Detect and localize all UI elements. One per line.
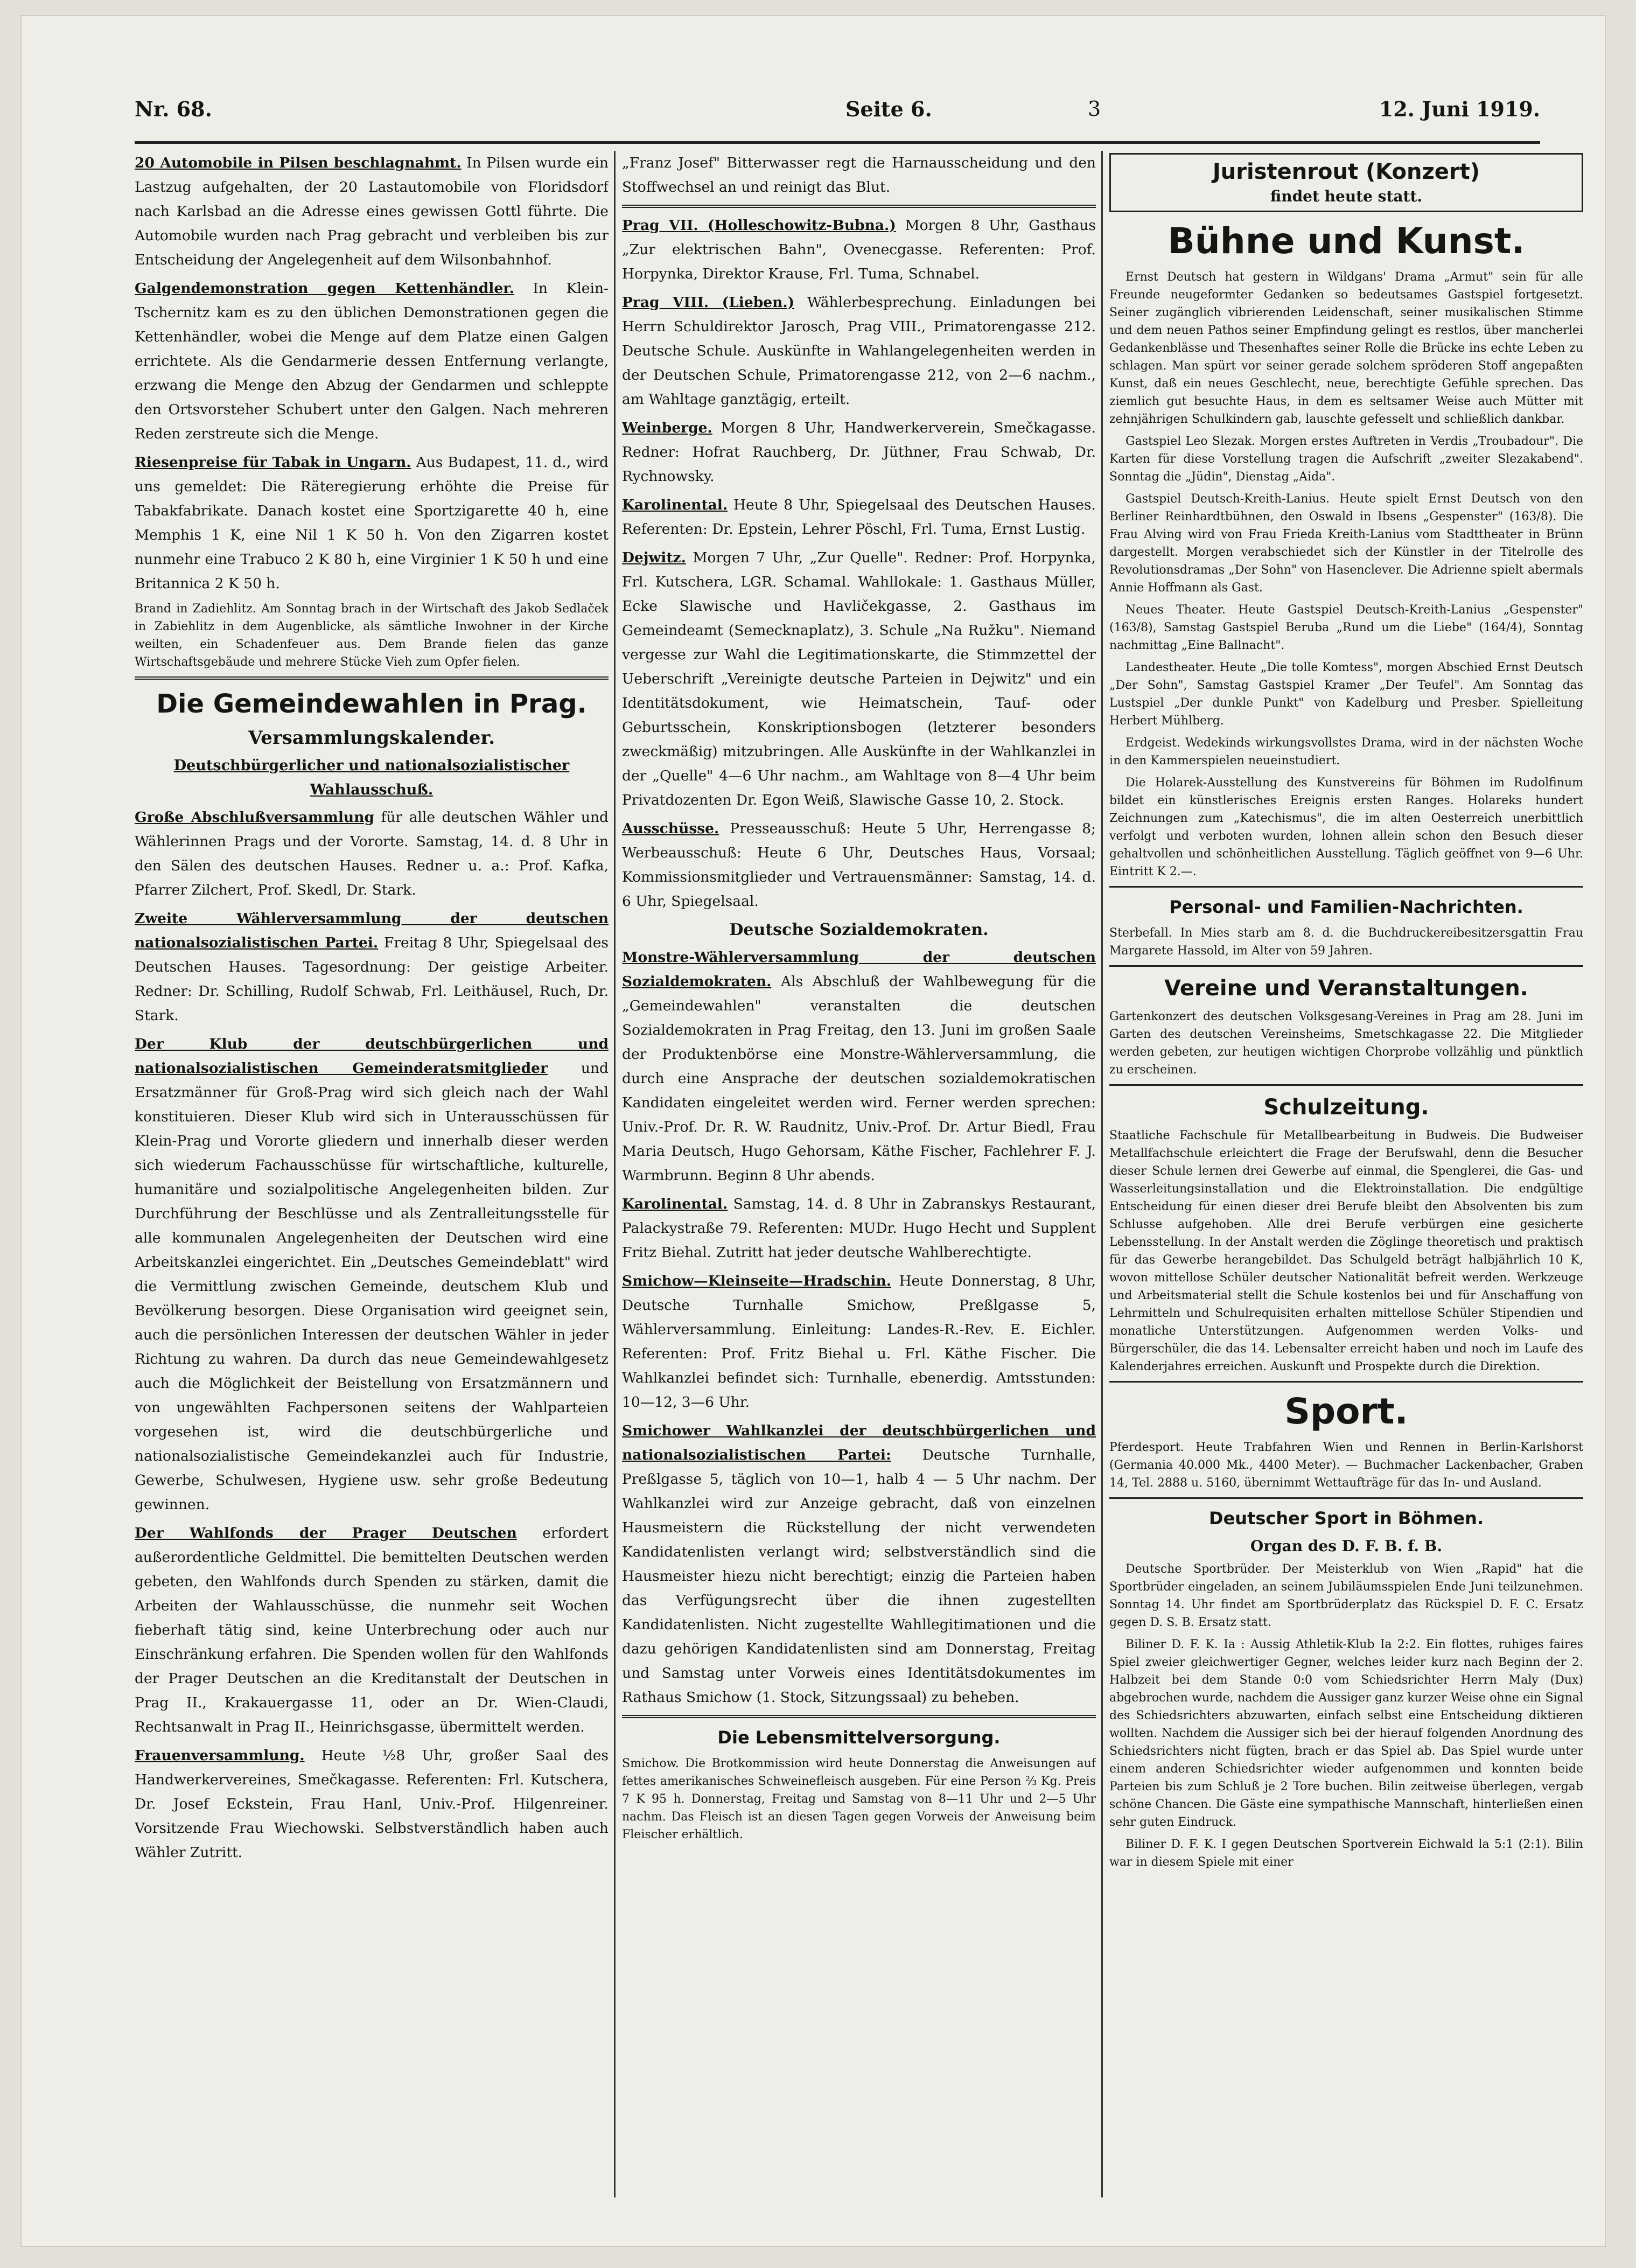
notice-text: Deutsche Turnhalle, Preßlgasse 5, täglich von 10—1, halb 4 — 5 Uhr nachm. Der Wahlkanzlei wird zur Anzeige gebracht, daß von einzelnen Hausmeistern die Rückstellung der nicht verwendeten Kandidatenlisten verlangt wird; selbstverständlich sind die Hausmeister hiezu nicht berechtigt; einzig die Parteien haben das Verfügungsrecht über die ihnen zugestellten Kandidatenlisten. Nicht zugestellte Wahllegitimationen und die dazu gehörigen Kandidatenlisten sind am Donnerstag, Freitag und Samstag unter Vorweis eines Identitätsdokumentes im Rathaus Smichow (1. Stock, Sitzungssaal) zu beheben. xyxy=(622,1447,1096,1706)
event-subtitle: findet heute statt. xyxy=(1270,187,1423,205)
section-title: Sport. xyxy=(1284,1391,1408,1432)
notice-item xyxy=(622,493,1096,541)
section-rule xyxy=(1109,886,1583,888)
notice-item xyxy=(622,416,1096,489)
article-paragraph: Erdgeist. Wedekinds wirkungsvollstes Drama, wird in der nächsten Woche in den Kammerspielen neueinstudiert. xyxy=(1109,736,1583,767)
notice-item xyxy=(622,213,1096,286)
committee-heading: Deutschbürgerlicher und nationalsozialistischer Wahlausschuß. xyxy=(173,757,570,798)
article-paragraph: Biliner D. F. K. I gegen Deutschen Sportverein Eichwald la 5:1 (2:1). Bilin war in diesem Spiele mit einer xyxy=(1109,1838,1583,1869)
notice-heading: Karolinental. xyxy=(622,1196,728,1212)
section-title: Schulzeitung. xyxy=(1263,1095,1429,1120)
notice-heading: Karolinental. xyxy=(622,497,728,513)
event-title: Juristenrout (Konzert) xyxy=(1212,159,1480,184)
section-title: Die Lebensmittelversorgung. xyxy=(717,1727,1001,1748)
notice-text: Heute ½8 Uhr, großer Saal des Handwerkervereines, Smečkagasse. Referenten: Frl. Kutschera, Dr. Josef Eckstein, Frau Hanl, Univ.-Prof. Hilgenreiner. Vorsitzende Frau Wiechowski. Selbstverständlich haben auch Wähler Zutritt. xyxy=(135,1747,609,1861)
notice-item xyxy=(135,805,609,902)
section-title: Die Gemeindewahlen in Prag. xyxy=(156,689,587,719)
notice-heading: 20 Automobile in Pilsen beschlagnahmt. xyxy=(135,155,462,171)
notice-heading: Prag VII. (Holleschowitz-Bubna.) xyxy=(622,217,896,234)
notice-text: Morgen 8 Uhr, Gasthaus „Zur elektrischen Bahn", Ovenecgasse. Referenten: Prof. Horpynka, Direktor Krause, Frl. Tuma, Schnabel. xyxy=(622,217,1096,282)
notice-text: Samstag, 14. d. 8 Uhr in Zabranskys Restaurant, Palackystraße 79. Referenten: MUDr. Hugo Hecht und Supplent Fritz Biehal. Zutritt hat jeder deutsche Wahlberechtigte. xyxy=(622,1196,1096,1261)
page-mark: 3 xyxy=(1088,97,1101,121)
notice-item xyxy=(135,276,609,446)
article-paragraph: Landestheater. Heute „Die tolle Komtess", morgen Abschied Ernst Deutsch „Der Sohn", Samstag Gastspiel Kramer „Der Teufel". Am Sonntag das Lustspiel „Der dunkle Punkt" von Kadelburg und Presber. Spielleitung Herbert Mühlberg. xyxy=(1109,661,1583,728)
article-paragraph: Gastspiel Deutsch-Kreith-Lanius. Heute spielt Ernst Deutsch von den Berliner Reinhardtbühnen, den Oswald in Ibsens „Gespenster" (163/8). Die Frau Alving wird von Frau Frieda Kreith-Lanius vom Stadttheater in Brünn dargestellt. Morgen verabschiedet sich der Künstler in der Titelrolle des Revolutionsdramas „Der Sohn" von Hasenclever. Die Adrienne spielt abermals Annie Hoffmann als Gast. xyxy=(1109,492,1583,595)
notice-heading: Dejwitz. xyxy=(622,549,686,566)
notice-item xyxy=(622,1192,1096,1265)
notice-item xyxy=(622,817,1096,913)
notice-heading: Frauenversammlung. xyxy=(135,1747,305,1764)
party-heading: Deutsche Sozialdemokraten. xyxy=(729,920,989,939)
notice-item xyxy=(622,945,1096,1188)
notice-text: In Klein-Tschernitz kam es zu den üblichen Demonstrationen gegen die Kettenhändler, wobei die Menge auf dem Platze einen Galgen errichtete. Als die Gendarmerie dessen Entfernung verlangte, erzwang die Menge den Abzug der Gendarmen und schleppte den Ortsvorsteher Schubert unter den Galgen. Nach mehreren Reden zerstreute sich die Menge. xyxy=(135,280,609,442)
notice-heading: Prag VIII. (Lieben.) xyxy=(622,294,795,311)
notice-text: Als Abschluß der Wahlbewegung für die „Gemeindewahlen" veranstalten die deutschen Sozialdemokraten in Prag Freitag, den 13. Juni im großen Saale der Produktenbörse eine Monstre-Wählerversammlung, die durch eine Ansprache der deutschen sozialdemokratischen Kandidaten eingeleitet werden wird. Ferner werden sprechen: Univ.-Prof. Dr. R. W. Raudnitz, Univ.-Prof. Dr. Artur Biedl, Frau Maria Deutsch, Hugo Gehorsam, Käthe Fischer, Fachlehrer F. J. Warmbrunn. Beginn 8 Uhr abends. xyxy=(622,973,1096,1184)
notice-item xyxy=(135,906,609,1028)
notice-text: für alle deutschen Wähler und Wählerinnen Prags und der Vororte. Samstag, 14. d. 8 Uhr in den Sälen des deutschen Hauses. Redner u. a.: Prof. Kafka, Pfarrer Zilchert, Prof. Skedl, Dr. Stark. xyxy=(135,809,609,898)
section-rule xyxy=(1109,1497,1583,1499)
notice-heading: Der Klub der deutschbürgerlichen und nationalsozialistischen Gemeinderatsmitglieder xyxy=(135,1036,609,1077)
notice-heading: Ausschüsse. xyxy=(622,820,719,837)
notice-item xyxy=(622,1269,1096,1414)
notice-heading: Smichow—Kleinseite—Hradschin. xyxy=(622,1273,891,1289)
column-2 xyxy=(622,151,1096,2197)
section-title: Bühne und Kunst. xyxy=(1167,220,1525,262)
notice-heading: Weinberge. xyxy=(622,420,712,436)
article-paragraph: Neues Theater. Heute Gastspiel Deutsch-Kreith-Lanius „Gespenster" (163/8), Samstag Gastspiel Beruba „Rund um die Liebe" (164/4), Sonntag nachmittag „Eine Ballnacht". xyxy=(1109,603,1583,652)
column-divider xyxy=(614,151,616,2197)
page-number: Seite 6. xyxy=(845,97,932,121)
section-title: Personal- und Familien-Nachrichten. xyxy=(1169,897,1523,917)
notice-text: erfordert außerordentliche Geldmittel. Die bemittelten Deutschen werden gebeten, den Wahlfonds durch Spenden zu stärken, damit die Arbeiten der Wahlausschüsse, die nunmehr seit Wochen fieberhaft tätig sind, keine Unterbrechung oder auch nur Einschränkung erfahren. Die Spenden wollen für den Wahlfonds der Prager Deutschen an die Kreditanstalt der Deutschen in Prag II., Krakauergasse 11, oder an Dr. Wien-Claudi, Rechtsanwalt in Prag II., Heinrichsgasse, übermittelt werden. xyxy=(135,1525,609,1735)
notice-text: Morgen 8 Uhr, Handwerkerverein, Smečkagasse. Redner: Hofrat Rauchberg, Dr. Jüthner, Frau Schwab, Dr. Rychnowsky. xyxy=(622,420,1096,485)
news-brief: Brand in Zadiehlitz. Am Sonntag brach in der Wirtschaft des Jakob Sedlaček in Zabiehlitz in dem Augenblicke, als sämtliche Inwohner in der Kirche weilten, ein Schadenfeuer aus. Dem Brande fielen das ganze Wirtschaftsgebäude und mehrere Stücke Vieh zum Opfer fielen. xyxy=(135,602,609,669)
notice-heading: Monstre-Wählerversammlung der deutschen Sozialdemokraten. xyxy=(622,949,1096,990)
article-paragraph: Gastspiel Leo Slezak. Morgen erstes Auftreten in Verdis „Troubadour". Die Karten für diese Vorstellung tragen die Aufschrift „zweiter Slezakabend". Sonntag die „Jüdin", Dienstag „Aida". xyxy=(1109,435,1583,484)
notice-text: und Ersatzmänner für Groß-Prag wird sich gleich nach der Wahl konstituieren. Dieser Klub wird sich in Unterausschüssen für Klein-Prag und Vororte gliedern und innerhalb dieser werden sich wiederum Fachausschüsse für wirtschaftliche, kulturelle, humanitäre und sozialpolitische Angelegenheiten bilden. Zur Durchführung der Beschlüsse und als Zentralleitungsstelle für alle kommunalen Angelegenheiten der Deutschen wird eine Arbeitskanzlei eingerichtet. Ein „Deutsches Gemeindeblatt" wird die Vermittlung zwischen Gemeinde, deutschem Klub und Bevölkerung besorgen. Diese Organisation wird geeignet sein, auch die persönlichen Interessen der deutschen Wähler in jeder Richtung zu wahren. Da durch das neue Gemeindewahlgesetz auch die Möglichkeit der Beistellung von Ersatzmännern und von ungewählten Fachpersonen seitens der Wahlparteien vorgesehen ist, wird die deutschbürgerliche und nationalsozialistische Gemeindekanzlei auch für Industrie, Gewerbe, Schulwesen, Hygiene usw. sehr große Bedeutung gewinnen. xyxy=(135,1060,609,1513)
column-3 xyxy=(1109,151,1583,2197)
event-box xyxy=(1109,153,1583,212)
notice-text: Presseausschuß: Heute 5 Uhr, Herrengasse 8; Werbeausschuß: Heute 6 Uhr, Deutsches Haus, Vorsaal; Kommissionsmitglieder und Vertrauensmänner: Samstag, 14. d. 6 Uhr, Spiegelsaal. xyxy=(622,820,1096,910)
notice-text: Freitag 8 Uhr, Spiegelsaal des Deutschen Hauses. Tagesordnung: Der geistige Arbeiter. Redner: Dr. Schilling, Rudolf Schwab, Frl. Leithäusel, Ruch, Dr. Stark. xyxy=(135,934,609,1024)
section-rule xyxy=(1109,1381,1583,1383)
article-paragraph: Biliner D. F. K. Ia : Aussig Athletik-Klub Ia 2:2. Ein flottes, ruhiges faires Spiel zweier gleichwertiger Gegner, welches leider kurz nach Beginn der 2. Halbzeit bei dem Stande 0:0 vom Schiedsrichter Herrn Maly (Dux) abgebrochen wurde, nachdem die Aussiger ganz kurzer Weise ohne ein Signal des Schiedsrichters abzuwarten, einfach selbst eine Entscheidung diktieren wollten. Nachdem die Aussiger sich bei der hierauf folgenden Anordnung des Schiedsrichters nicht fügten, brach er das Spiel ab. Das Spiel wurde unter einem anderen Schiedsrichter wieder aufgenommen und konnten beide Parteien bis zum Schluß je 2 Tore buchen. Bilin zeitweise überlegen, vergab schöne Chancen. Die Gäste eine sympathische Mannschaft, hinterließen einen sehr guten Eindruck. xyxy=(1109,1638,1583,1829)
notice-item xyxy=(135,1743,609,1865)
notice-text: Heute Donnerstag, 8 Uhr, Deutsche Turnhalle Smichow, Preßlgasse 5, Wählerversammlung. Einleitung: Landes-R.-Rev. E. Eichler. Referenten: Prof. Fritz Biehal u. Frl. Käthe Fischer. Die Wahlkanzlei befindet sich: Turnhalle, ebenerdig. Amtsstunden: 10—12, 3—6 Uhr. xyxy=(622,1273,1096,1411)
section-title: Vereine und Veranstaltungen. xyxy=(1164,976,1528,1001)
header-rule xyxy=(135,141,1540,144)
notice-text: In Pilsen wurde ein Lastzug aufgehalten, der 20 Lastautomobile von Floridsdorf nach Karlsbad an die Adresse eines gewissen Gottl führte. Die Automobile wurden nach Prag gebracht und verbleiben bis zur Entscheidung der Angelegenheit auf dem Wilsonbahnhof. xyxy=(135,155,609,268)
issue-number: Nr. 68. xyxy=(135,97,212,121)
article-text: Sterbefall. In Mies starb am 8. d. die Buchdruckereibesitzersgattin Frau Margarete Hassold, im Alter von 59 Jahren. xyxy=(1109,926,1583,958)
notice-heading: Zweite Wählerversammlung der deutschen nationalsozialistischen Partei. xyxy=(135,910,609,951)
notice-heading: Der Wahlfonds der Prager Deutschen xyxy=(135,1525,517,1541)
article-text: Smichow. Die Brotkommission wird heute Donnerstag die Anweisungen auf fettes amerikanisches Schweinefleisch ausgeben. Für eine Person ⅔ Kg. Preis 7 K 95 h. Donnerstag, Freitag und Samstag von 8—11 Uhr und 2—5 Uhr nachm. Das Fleisch ist an diesen Tagen gegen Vorweis der Anweisung beim Fleischer erhältlich. xyxy=(622,1757,1096,1841)
section-rule xyxy=(622,205,1096,208)
section-subtitle: Organ des D. F. B. f. B. xyxy=(1250,1537,1443,1555)
notice-text: Wählerbesprechung. Einladungen bei Herrn Schuldirektor Jarosch, Prag VIII., Primatorengasse 212. Deutsche Schule. Auskünfte in Wahlangelegenheiten werden in der Deutschen Schule, Primatorengasse 212, von 2—6 nachm., am Wahltage ganztägig, erteilt. xyxy=(622,294,1096,408)
issue-date: 12. Juni 1919. xyxy=(1379,97,1540,121)
notice-heading: Smichower Wahlkanzlei der deutschbürgerlichen und nationalsozialistischen Partei: xyxy=(622,1422,1096,1463)
notice-text: Aus Budapest, 11. d., wird uns gemeldet: Die Räteregierung erhöhte die Preise für Tabakfabrikate. Danach kostet eine Sportzigarette 40 h, eine Memphis 1 K, eine Nil 1 K 50 h. Von den Zigarren kostet nunmehr eine Trabuco 2 K 80 h, eine Virginier 1 K 50 h und eine Britannica 2 K 50 h. xyxy=(135,454,609,592)
notice-text: Morgen 7 Uhr, „Zur Quelle". Redner: Prof. Horpynka, Frl. Kutschera, LGR. Schamal. Wahllokale: 1. Gasthaus Müller, Ecke Slawische und Havličekgasse, 2. Gasthaus im Gemeindeamt (Semecknaplatz), 3. Schule „Na Ružku". Niemand vergesse zur Wahl die Legitimationskarte, die Stimmzettel der Ueberschrift „Vereinigte deutsche Parteien in Dejwitz" und ein Identitätsdokument, wie Heimatschein, Tauf- oder Geburtsschein, Konskriptionsbogen (letzterer besonders zweckmäßig) mitzubringen. Alle Auskünfte in der Wahlkanzlei in der „Quelle" 4—6 Uhr nachm., am Wahltage von 8—4 Uhr beim Privatdozenten Dr. Egon Weiß, Slawische Gasse 10, 2. Stock. xyxy=(622,549,1096,808)
notice-heading: Galgendemonstration gegen Kettenhändler. xyxy=(135,280,514,297)
notice-item xyxy=(622,546,1096,812)
section-subtitle: Versammlungskalender. xyxy=(248,727,495,749)
article-paragraph: Die Holarek-Ausstellung des Kunstvereins für Böhmen im Rudolfinum bildet ein künstlerisches Ereignis ersten Ranges. Holareks hundert Zeichnungen zum „Katechismus", die im alten Oesterreich unerbittlich verfolgt und verboten wurden, lohnen allein schon den Besuch dieser gehaltvollen und schönheitlichen Ausstellung. Täglich geöffnet von 9—6 Uhr. Eintritt K 2.—. xyxy=(1109,776,1583,878)
notice-item xyxy=(622,1419,1096,1709)
article-text: Pferdesport. Heute Trabfahren Wien und Rennen in Berlin-Karlshorst (Germania 40.000 Mk., 4400 Meter). — Buchmacher Lackenbacher, Graben 14, Tel. 2888 u. 5160, übernimmt Wettaufträge für das In- und Ausland. xyxy=(1109,1441,1583,1490)
section-title: Deutscher Sport in Böhmen. xyxy=(1209,1508,1484,1529)
notice-item xyxy=(135,450,609,596)
advertisement: „Franz Josef" Bitterwasser regt die Harnausscheidung und den Stoffwechsel an und reinigt das Blut. xyxy=(622,155,1096,196)
section-rule xyxy=(135,676,609,680)
article-paragraph: Deutsche Sportbrüder. Der Meisterklub von Wien „Rapid" hat die Sportbrüder eingeladen, an seinem Jubiläumsspielen Ende Juni teilzunehmen. Sonntag 14. Uhr findet am Sportbrüderplatz das Rückspiel D. F. C. Ersatz gegen D. S. B. Ersatz statt. xyxy=(1109,1562,1583,1629)
notice-heading: Riesenpreise für Tabak in Ungarn. xyxy=(135,454,411,471)
section-rule xyxy=(1109,1084,1583,1086)
section-rule xyxy=(622,1715,1096,1718)
column-divider xyxy=(1101,151,1103,2197)
column-1 xyxy=(135,151,609,2197)
notice-item xyxy=(135,151,609,272)
newspaper-page xyxy=(22,16,1605,2246)
notice-text: Heute 8 Uhr, Spiegelsaal des Deutschen Hauses. Referenten: Dr. Epstein, Lehrer Pöschl, Frl. Tuma, Ernst Lustig. xyxy=(622,497,1096,538)
article-text: Staatliche Fachschule für Metallbearbeitung in Budweis. Die Budweiser Metallfachschule erleichtert die Frage der Berufswahl, denn die Besucher dieser Schule lernen drei Gewerbe auf einmal, die Spenglerei, die Gas- und Wasserleitungsinstallation und die Elektroinstallation. Die endgültige Entscheidung für einen dieser drei Berufe bleibt den Absolventen bis zum Schlusse aufgehoben. Alle drei Berufe verbürgen eine gesicherte Lebensstellung. In der Anstalt werden die Zöglinge theoretisch und praktisch für das Gewerbe herangebildet. Das Schulgeld beträgt halbjährlich 10 K, wovon mittellose Schüler deutscher Nationalität befreit werden. Werkzeuge und Arbeitsmaterial stellt die Schule kostenlos bei und für Anschaffung von Lehrmitteln und Schulrequisiten erhalten mittellose Schüler Stipendien und monatliche Unterstützungen. Aufgenommen werden Volks- und Bürgerschüler, die das 14. Lebensalter erreicht haben und noch im Laufe des Kalenderjahres erreichen. Auskunft und Prospekte durch die Direktion. xyxy=(1109,1129,1583,1373)
notice-item xyxy=(135,1521,609,1739)
page-header xyxy=(135,97,1540,140)
notice-item xyxy=(622,290,1096,411)
article-text: Gartenkonzert des deutschen Volksgesang-Vereines in Prag am 28. Juni im Garten des deutschen Vereinsheims, Smetschkagasse 22. Die Mitglieder werden gebeten, zur heutigen wichtigen Chorprobe vollzählig und pünktlich zu erscheinen. xyxy=(1109,1010,1583,1077)
section-rule xyxy=(1109,965,1583,967)
notice-item xyxy=(135,1032,609,1517)
notice-heading: Große Abschlußversammlung xyxy=(135,809,374,826)
article-paragraph: Ernst Deutsch hat gestern in Wildgans' Drama „Armut" sein für alle Freunde neugeformter Gedanken so bedeutsames Gastspiel fortgesetzt. Seiner zugänglich vibrierenden Leidenschaft, seiner musikalischen Stimme und dem neuen Pathos seiner Empfindung gelingt es restlos, über mancherlei Gedankenblässe und Thesenhaftes seiner Rolle die Brücke ins echte Leben zu schlagen. Man spürt vor seiner gerade solchem spröderen Stoff angepaßten Kunst, daß ein neues Geschlecht, neue, berechtigte Gefühle sprechen. Das ziemlich gut besuchte Haus, in dem es seltsamer Weise auch Mütter mit zehnjährigen Schulkindern gab, lauschte gefesselt und schließlich dankbar. xyxy=(1109,270,1583,426)
